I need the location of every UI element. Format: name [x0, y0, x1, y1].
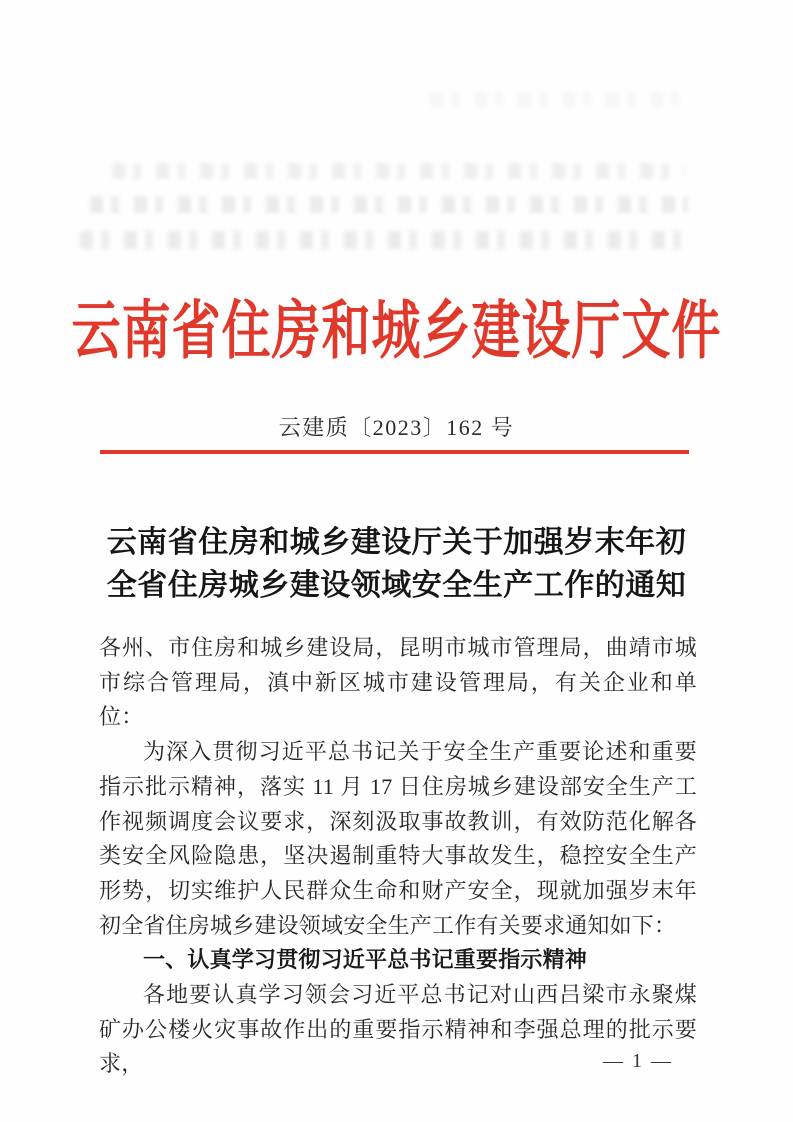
- red-divider-rule: [100, 450, 689, 454]
- page-number: — 1 —: [603, 1050, 673, 1072]
- letterhead: [0, 280, 793, 368]
- document-title-line1: 云南省住房和城乡建设厅关于加强岁末年初: [106, 526, 687, 559]
- bleed-through-line: [112, 163, 685, 179]
- intro-paragraph: 为深入贯彻习近平总书记关于安全生产重要论述和重要指示批示精神，落实 11 月 17 日住房城乡建设部安全生产工作视频调度会议要求，深刻汲取事故教训，有效防范化解各类安全风险隐患，坚决遏制重特大事故发生，稳控安全生产形势，切实维护人民群众生命和财产安全，现就加强岁末年初全省住房城乡建设领域安全生产工作有关要求通知如下：: [99, 739, 697, 938]
- section-1-heading: 一、认真学习贯彻习近平总书记重要指示精神: [143, 947, 588, 973]
- document-number: 云建质〔2023〕162 号: [278, 415, 515, 440]
- bleed-through-line: [430, 92, 680, 106]
- agency-title: 云南省住房和城乡建设厅文件: [71, 297, 722, 368]
- bleed-through-line: [90, 196, 688, 213]
- recipients-paragraph: 各州、市住房和城乡建设局，昆明市城市管理局，曲靖市城市综合管理局，滇中新区城市建设管理局，有关企业和单位：: [99, 635, 697, 730]
- bleed-through-line: [80, 231, 688, 249]
- document-title-line2: 全省住房城乡建设领域安全生产工作的通知: [106, 569, 687, 602]
- section-1-paragraph: 各地要认真学习领会习近平总书记对山西吕梁市永聚煤矿办公楼火灾事故作出的重要指示精神和李强总理的批示要求，: [99, 982, 697, 1077]
- document-title: [0, 521, 793, 607]
- document-body: [99, 631, 697, 1082]
